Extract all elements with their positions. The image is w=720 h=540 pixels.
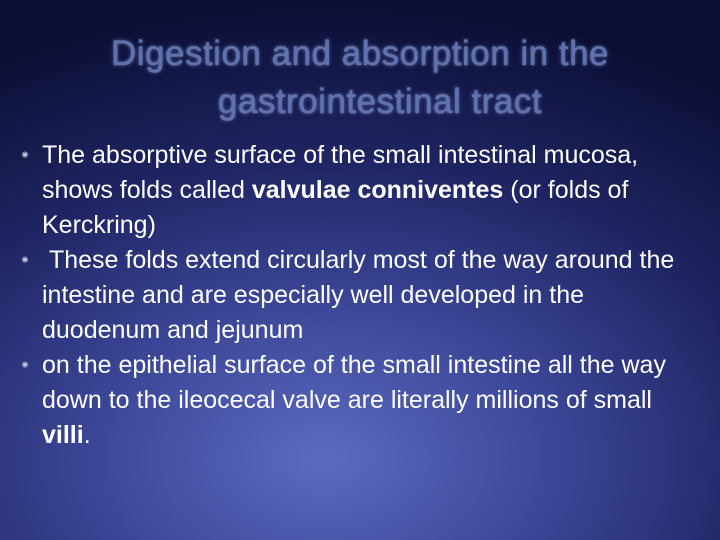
title-line-2: gastrointestinal tract — [217, 82, 543, 121]
bullet-text: . — [83, 421, 91, 449]
bullet-emphasis: villi — [42, 421, 84, 449]
bullet-emphasis: valvulae conniventes — [251, 176, 504, 204]
bullet-item — [16, 348, 696, 453]
title-line-1: Digestion and absorption in the — [110, 34, 610, 73]
bullet-marker-icon: ⁕ — [19, 253, 31, 267]
bullet-text: on the epithelial surface of the small intestine all the way down to the ileocecal valve are literally millions of small — [42, 351, 666, 414]
bullet-text: These folds extend circularly most of the way around the intestine and are especially well developed in the duodenum and jejunum — [42, 246, 682, 344]
bullet-text: The absorptive surface of the small intestinal mucosa, shows folds called — [42, 141, 639, 204]
bullet-item — [16, 243, 696, 348]
slide-title — [30, 30, 690, 126]
bullet-item — [16, 138, 696, 243]
bullet-marker-icon: ⁕ — [19, 358, 31, 372]
bullet-text: (or folds of Kerckring) — [42, 176, 629, 239]
bullet-marker-icon: ⁕ — [19, 148, 31, 162]
bullet-list — [16, 138, 696, 453]
